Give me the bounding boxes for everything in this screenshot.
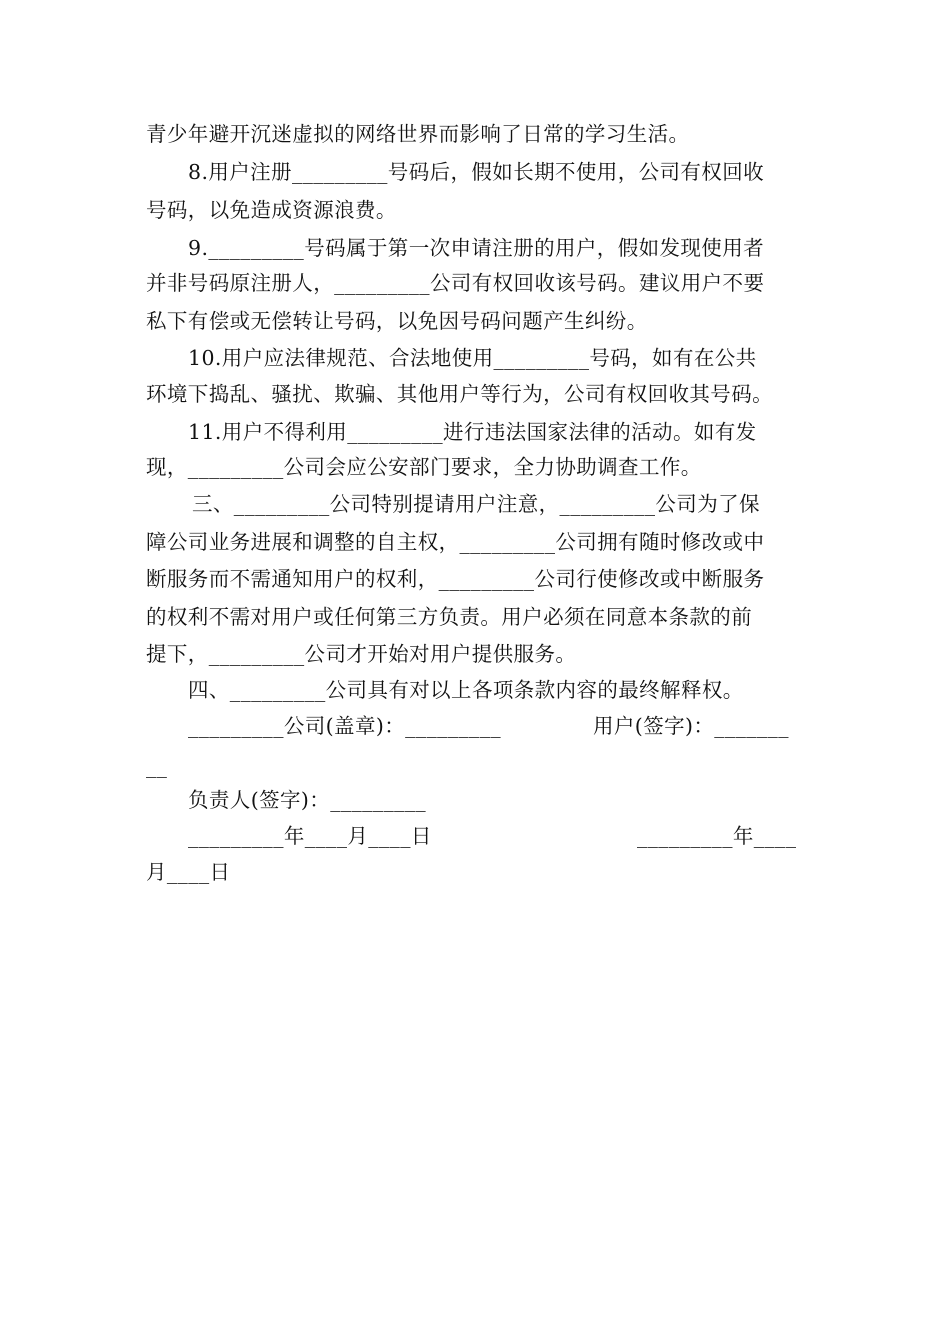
- section-3-line: 三、_________公司特别提请用户注意，_________公司为了保: [192, 492, 760, 516]
- section-4-line: 四、_________公司具有对以上各项条款内容的最终解释权。: [188, 678, 744, 702]
- date-left-field: _________年____月____日: [188, 824, 432, 848]
- date-right-field: _________年____: [637, 824, 797, 848]
- clause-11-line: 11.用户不得利用_________进行违法国家法律的活动。如有发: [188, 420, 757, 444]
- clause-10-line: 10.用户应法律规范、合法地使用_________号码，如有在公共: [188, 346, 757, 370]
- user-sign-field: 用户(签字)：_______: [593, 714, 789, 738]
- company-seal-field: _________公司(盖章)：_________: [188, 714, 501, 738]
- paragraph-line: 的权利不需对用户或任何第三方负责。用户必须在同意本条款的前: [146, 605, 753, 629]
- paragraph-line: 现，_________公司会应公安部门要求，全力协助调查工作。: [146, 455, 702, 479]
- paragraph-line: 环境下捣乱、骚扰、欺骗、其他用户等行为，公司有权回收其号码。: [146, 382, 773, 406]
- clause-8-line: 8.用户注册_________号码后，假如长期不使用，公司有权回收: [188, 160, 765, 184]
- paragraph-line: 断服务而不需通知用户的权利，_________公司行使修改或中断服务: [146, 567, 765, 591]
- paragraph-line: 并非号码原注册人，_________公司有权回收该号码。建议用户不要: [146, 271, 765, 295]
- paragraph-line: 号码，以免造成资源浪费。: [146, 198, 397, 222]
- date-right-continuation: 月____日: [146, 860, 231, 884]
- paragraph-line: 私下有偿或无偿转让号码，以免因号码问题产生纠纷。: [146, 309, 648, 333]
- responsible-sign-field: 负责人(签字)：_________: [188, 788, 427, 812]
- paragraph-line: 障公司业务进展和调整的自主权，_________公司拥有随时修改或中: [146, 530, 765, 554]
- clause-9-line: 9._________号码属于第一次申请注册的用户，假如发现使用者: [188, 236, 765, 260]
- user-sign-continuation: __: [146, 754, 168, 778]
- paragraph-line: 青少年避开沉迷虚拟的网络世界而影响了日常的学习生活。: [146, 122, 690, 146]
- paragraph-line: 提下，_________公司才开始对用户提供服务。: [146, 642, 577, 666]
